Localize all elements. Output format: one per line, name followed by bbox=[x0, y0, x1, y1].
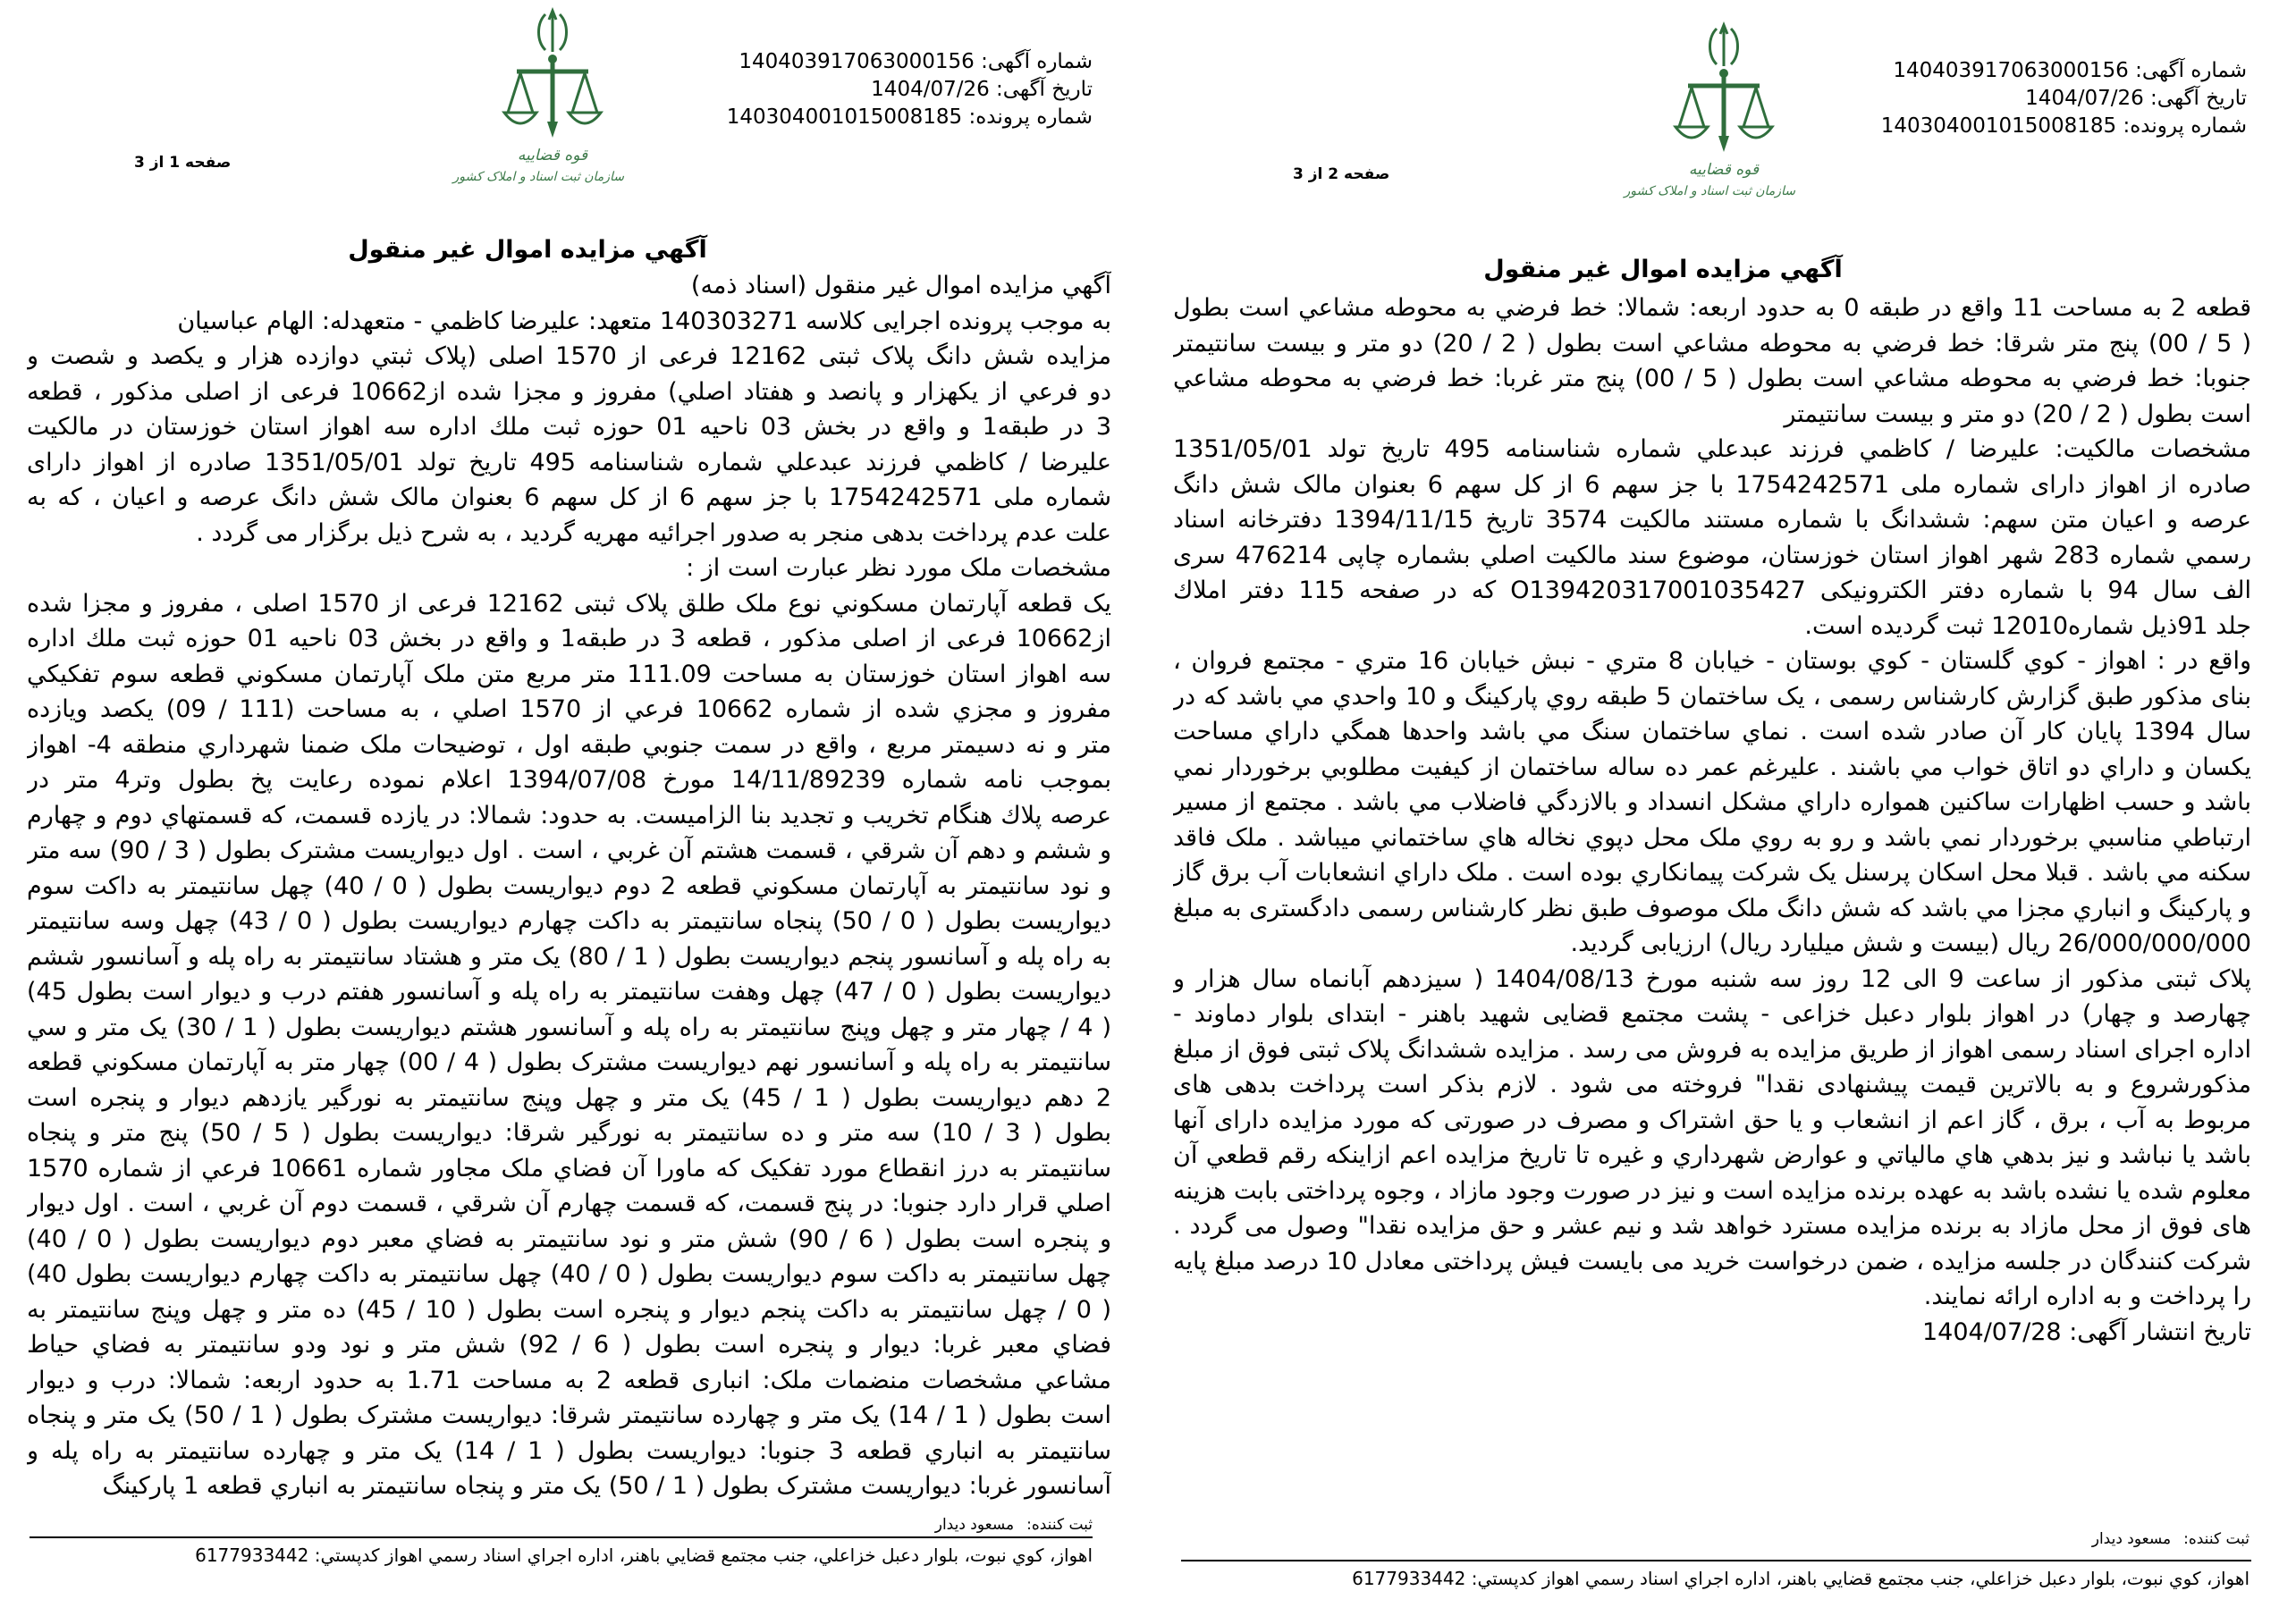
text-line: جنوبا: خط فرضي به محوطه مشاعي است بطول ( 5 / 00) پنج متر غربا: خط فرضي به محوطه مشاعي bbox=[1173, 365, 2251, 392]
case-number: شماره پرونده: 140304001015008185 bbox=[726, 105, 1093, 129]
text-line: 3 در طبقه1 و واقع در بخش 03 ناحيه 01 حوزه ثبت ملك اداره سه اهواز استان خوزستان در مالكيت bbox=[27, 413, 1111, 441]
text-line: عرصه و اعيان متن سهم: ششدانگ با شماره مستند مالكيت 3574 تاريخ 1394/11/15 دفترخانه اسناد bbox=[1173, 506, 2251, 534]
text-line: اصلي قرار دارد جنوبا: در پنج قسمت، كه قسمت چهارم آن شرقي ، قسمت دوم آن غربي ، است . اول ديوار bbox=[27, 1190, 1111, 1217]
footer-divider bbox=[1181, 1560, 2251, 1561]
text-line: علت عدم پرداخت بدهی منجر به صدور اجرائيه مهريه گرديد ، به شرح ذيل برگزار می گردد . bbox=[196, 518, 1111, 547]
office-address: اهواز، كوي نبوت، بلوار دعبل خزاعلي، جنب مجتمع قضايي باهنر، اداره اجراي اسناد رسمي اهواز كدپستي: 6177933442 bbox=[195, 1544, 1093, 1566]
text-line: سكنه مي باشد . قبلا محل اسكان پرسنل يک شركت پيمانكاري بوده است . ملک داراي انشعابات آب برق گاز bbox=[1173, 859, 2251, 887]
page-title: آگهي مزايده اموال غير منقول bbox=[348, 236, 707, 264]
text-line: معلوم شده يا نشده باشد به عهده برنده مزايده است و نيز در صورت وجود مازاد ، وجوه پرداختی بابت هزينه bbox=[1173, 1176, 2251, 1205]
text-line: الف سال 94 با شماره دفتر الكترونيكی O139420317001035427 كه در صفحه 115 دفتر املاك bbox=[1173, 577, 2251, 604]
text-line: ديواريست بطول ( 0 / 50) پنجاه سانتيمتر به داكت چهارم ديواريست بطول ( 0 / 43) چهل وسه سانتيمتر bbox=[27, 907, 1111, 935]
text-line: يک قطعه آپارتمان مسكوني نوع ملک طلق پلاک ثبتی 12162 فرعی از 1570 اصلی ، مفروز و مجزا شده bbox=[27, 589, 1111, 618]
text-line: باشد يا نباشد و نيز بدهي هاي مالياتي و عوارض شهرداري و غيره تا تاريخ مزايده اعم ازاينكه رقم قطعي آن bbox=[1173, 1141, 2251, 1169]
text-line: و ششم و دهم آن شرقي ، قسمت هشتم آن غربي ، است . اول ديواريست مشترک بطول ( 3 / 90) سه متر bbox=[27, 837, 1111, 864]
logo-caption-judiciary: قوه قضاییه bbox=[1688, 161, 1760, 179]
text-line: عليرضا / كاظمي فرزند عبدعلي شماره شناسنامه 495 تاريخ تولد 1351/05/01 صادره از اهواز داراى bbox=[27, 448, 1111, 476]
text-line: پلاک ثبتی مذكور از ساعت 9 الی 12 روز سه شنبه مورخ 1404/08/13 ( سيزدهم آبانماه سال هزار و bbox=[1173, 964, 2251, 993]
registrar-label: ثبت كننده: bbox=[1026, 1516, 1093, 1534]
text-line: های فوق از محل مازاد به برنده مزايده مسترد خواهد شد و نيم عشر و حق مزايده نقدا" وصول می گردد . bbox=[1173, 1212, 2251, 1240]
text-line: جلد 91ذيل شماره12010 ثبت گرديده است. bbox=[1804, 611, 2251, 640]
text-line: شركت كنندگان در جلسه مزايده ، ضمن درخواست خريد می بايست فيش پرداختی معادل 10 درصد مبلغ پايه bbox=[1173, 1247, 2251, 1275]
text-line: بناى مذكور طبق گزارش كارشناس رسمی ، يک ساختمان 5 طبقه روي پاركينگ و 10 واحدي مي باشد كه در bbox=[1173, 682, 2251, 711]
text-line: چهارصد و چهار) در اهواز بلوار دعبل خزاعی - پشت مجتمع قضايی شهيد باهنر - ابتدای بلوار دماوند - bbox=[1173, 1000, 2251, 1028]
notice-info bbox=[1881, 57, 2247, 140]
text-line: سال 1394 پايان كار آن صادر شده است . نماي ساختمان سنگ مي باشد واحدها همگي داراي مساحت bbox=[1173, 718, 2251, 745]
text-line: بطول ( 3 / 10) سه متر و ده سانتيمتر به نورگير شرقا: ديواريست بطول ( 5 / 50) پنج متر و پنجاه bbox=[27, 1119, 1111, 1147]
judiciary-emblem-icon bbox=[452, 7, 624, 200]
text-line: بموجب نامه شماره 14/11/89239 مورخ 1394/07/08 اعلام نموده رعايت پخ بطول وتر4 متر در bbox=[27, 766, 1111, 794]
text-line: ديواريست بطول ( 0 / 47) چهل وهفت سانتيمتر به راه پله و آسانسور هفتم درب و ديوار است بطول 45) bbox=[27, 978, 1111, 1006]
text-line: ( 4 / چهار متر و چهل وپنج سانتيمتر به راه پله و آسانسور هشتم ديواريست بطول ( 1 / 30) يک متر و سي bbox=[27, 1013, 1111, 1041]
text-line: ( 5 / 00) پنج متر شرقا: خط فرضي به محوطه مشاعي است بطول ( 2 / 20) دو متر و بيست سانتيمتر bbox=[1173, 329, 2251, 358]
notice-number: شماره آگهی: 140403917063000156 bbox=[1893, 59, 2247, 82]
registrar bbox=[2092, 1530, 2250, 1548]
text-line: چهل سانتيمتر به داكت سوم ديواريست بطول ( 0 / 40) چهل سانتيمتر به داكت چهارم ديواريست بطول 40) bbox=[27, 1260, 1111, 1288]
text-line: و پنجره است بطول ( 6 / 90) شش متر و نود سانتيمتر به فضاي معبر دوم ديواريست بطول ( 0 / 40) bbox=[27, 1225, 1111, 1253]
text-line: مزايده شش دانگ پلاک ثبتی 12162 فرعی از 1570 اصلی (پلاک ثبتي دوازده هزار و يكصد و شصت و bbox=[27, 342, 1111, 370]
notice-date: تاريخ آگهی: 1404/07/26 bbox=[871, 78, 1093, 101]
text-line: سانتيمتر به راه پله و آسانسور نهم ديواريست مشترک بطول ( 4 / 00) چهار متر به آپارتمان مسكوني قطعه bbox=[27, 1048, 1111, 1076]
text-line: و پاركينگ و انباري مجزا مي باشد كه شش دانگ ملک موصوف طبق نظر كارشناس رسمی دادگستری به مبلغ bbox=[1173, 894, 2251, 922]
notice-body bbox=[27, 268, 1111, 1504]
page-number: صفحه 2 از 3 bbox=[1293, 165, 1390, 183]
text-line: مشخصات ملک مورد نظر عبارت است از : bbox=[686, 554, 1111, 582]
text-line: واقع در : اهواز - كوي گلستان - كوي بوستان - خيابان 8 متري - نبش خيابان 16 متري - مجتمع فروان ، bbox=[1173, 647, 2251, 675]
text-line: سه اهواز استان خوزستان به مساحت 111.09 متر مربع متن ملک آپارتمان مسكوني قطعه سوم تفكيكي bbox=[27, 660, 1111, 688]
text-line: رسمي شماره 283 شهر اهواز استان خوزستان، موضوع سند مالكيت اصلي بشماره چاپی 476214 سری bbox=[1173, 541, 2251, 569]
footer-divider bbox=[30, 1536, 1093, 1538]
text-line: شماره ملی 1754242571 با جز سهم 6 از كل سهم 6 بعنوان مالک شش دانگ عرصه و اعيان ، كه به bbox=[27, 484, 1111, 511]
notice-body bbox=[1173, 290, 2251, 1350]
text-line: آسانسور غربا: ديواريست مشترک بطول ( 1 / 50) يک متر و پنجاه سانتيمتر به انباري قطعه 1 پاركينگ bbox=[102, 1472, 1111, 1500]
registrar-label: ثبت كننده: bbox=[2183, 1530, 2250, 1548]
text-line: باشد و حسب اظهارات ساكنين همواره داراي مشكل انسداد و بالازدگي فاضلاب مي باشد . مجتمع از مسير bbox=[1173, 788, 2251, 816]
text-line: مفروز و مجزي شده از شماره 10662 فرعي از 1570 اصلي ، به مساحت (111 / 09) يكصد ويازده bbox=[27, 695, 1111, 723]
page-title: آگهي مزايده اموال غير منقول bbox=[1483, 256, 1843, 283]
registrar-name: مسعود ديدار bbox=[2091, 1530, 2172, 1548]
office-address: اهواز، كوي نبوت، بلوار دعبل خزاعلي، جنب مجتمع قضايي باهنر، اداره اجراي اسناد رسمي اهواز كدپستي: 6177933442 bbox=[1352, 1568, 2250, 1589]
text-line: است بطول ( 2 / 20) دو متر و بيست سانتيمتر bbox=[1784, 400, 2251, 428]
registrar-name: مسعود ديدار bbox=[934, 1516, 1015, 1534]
judiciary-emblem-icon bbox=[1624, 21, 1795, 215]
text-line: متر و نه دسيمتر مربع ، واقع در سمت جنوبي طبقه اول ، توضيحات ملک ضمنا شهرداري منطقه 4- اهواز bbox=[27, 730, 1111, 759]
text-line: يكسان و داراي دو اتاق خواب مي باشند . عليرغم عمر ده ساله ساختمان از كيفيت مطلوبي برخوردار نمي bbox=[1173, 753, 2251, 781]
text-line: دو فرعي از يكهزار و پانصد و هفتاد اصلي) مفروز و مجزا شده از10662 فرعی از اصلی مذكور ، قطعه bbox=[27, 377, 1111, 406]
text-line: ( 0 / چهل سانتيمتر به داكت پنجم ديوار و پنجره است بطول ( 10 / 45) ده متر و چهل وپنج سانتيمتر به bbox=[27, 1295, 1111, 1324]
notice-number: شماره آگهی: 140403917063000156 bbox=[739, 50, 1093, 73]
text-line: را پرداخت و به اداره ارائه نمايند. bbox=[1923, 1283, 2251, 1310]
page-number: صفحه 1 از 3 bbox=[134, 154, 232, 172]
text-line: 2 دهم ديواريست بطول ( 1 / 45) يک متر و چهل وپنج سانتيمتر به نورگير يازدهم ديوار و پنجره است bbox=[27, 1083, 1111, 1112]
text-line: به راه پله و آسانسور پنجم ديواريست بطول ( 1 / 80) يک متر و هشتاد سانتيمتر به راه پله و آسانسور ششم bbox=[27, 942, 1111, 971]
text-line: مشخصات مالكيت: عليرضا / كاظمي فرزند عبدعلي شماره شناسنامه 495 تاريخ تولد 1351/05/01 bbox=[1173, 435, 2251, 463]
text-line: سانتيمتر به انباري قطعه 3 جنوبا: ديواريست بطول ( 1 / 14) يک متر و چهارده سانتيمتر به راه پله و bbox=[27, 1436, 1111, 1465]
logo-caption-registry: سازمان ثبت اسناد و املاک کشور bbox=[1624, 184, 1795, 198]
case-number: شماره پرونده: 140304001015008185 bbox=[1880, 114, 2247, 138]
text-line: تاريخ انتشار آگهی: 1404/07/28 bbox=[1921, 1317, 2251, 1346]
notice-info bbox=[727, 48, 1093, 131]
text-line: اداره اجرای اسناد رسمی اهواز از طريق مزايده به فروش می رسد . مزايده ششدانگ پلاک ثبتی فوق از مبلغ bbox=[1173, 1035, 2251, 1064]
text-line: آگهي مزايده اموال غير منقول (اسناد ذمه) bbox=[690, 272, 1111, 299]
text-line: و نود سانتيمتر به آپارتمان مسكوني قطعه 2 دوم ديواريست بطول ( 0 / 40) چهل سانتيمتر به داكت سوم bbox=[27, 871, 1111, 900]
logo-caption-judiciary: قوه قضاییه bbox=[517, 147, 588, 164]
text-line: 26/000/000/000 ريال (بيست و شش ميليارد ريال) ارزيابی گرديد. bbox=[1570, 930, 2251, 957]
logo-caption-registry: سازمان ثبت اسناد و املاک کشور bbox=[452, 170, 624, 184]
text-line: به موجب پرونده اجرايی كلاسه 140303271 متعهد: عليرضا كاظمي - متعهدله: الهام عباسيان bbox=[177, 307, 1111, 335]
text-line: است بطول ( 1 / 14) يک متر و چهارده سانتيمتر شرقا: ديواريست مشترک بطول ( 1 / 50) يک متر و پنجاه bbox=[27, 1401, 1111, 1429]
text-line: از10662 فرعی از اصلی مذكور ، قطعه 3 در طبقه1 و واقع در بخش 03 ناحيه 01 حوزه ثبت ملك اداره bbox=[27, 625, 1111, 652]
text-line: ارتباطي مناسبي برخوردار نمي باشد و رو به روي ملک محل دپوي نخاله هاي ساختماني ميباشد . ملک فاقد bbox=[1173, 823, 2251, 852]
text-line: مذكورشروع و به بالاترين قيمت پيشنهادی نقدا" فروخته می شود . لازم بذكر است پرداخت بدهی های bbox=[1173, 1071, 2251, 1098]
registrar bbox=[935, 1516, 1093, 1534]
text-line: مربوط به آب ، برق ، گاز اعم از انشعاب و يا حق اشتراک و مصرف در صورتی كه مورد مزايده دارای آنها bbox=[1173, 1106, 2251, 1134]
text-line: فضاي معبر غربا: ديوار و پنجره است بطول ( 6 / 92) شش متر و نود ودو سانتيمتر به فضاي حياط bbox=[27, 1331, 1111, 1359]
text-line: صادره از اهواز داراى شماره ملى 1754242571 با جز سهم 6 از كل سهم 6 بعنوان مالک شش دانگ bbox=[1173, 470, 2251, 499]
text-line: مشاعي مشخصات منضمات ملک: انباری قطعه 2 به مساحت 1.71 به حدود اربعه: شمالا: درب و ديوار bbox=[27, 1366, 1111, 1394]
text-line: سانتيمتر به درز انقطاع مورد تفكيک كه ماورا آن فضاي ملک مجاور شماره 10661 فرعي از شماره 1570 bbox=[27, 1154, 1111, 1183]
notice-date: تاريخ آگهی: 1404/07/26 bbox=[2025, 87, 2247, 110]
text-line: عرصه پلاك هنگام تخريب و تجديد بنا الزاميست. به حدود: شمالا: در يازده قسمت، كه قسمتهاي دوم و چهارم bbox=[27, 801, 1111, 829]
text-line: قطعه 2 به مساحت 11 واقع در طبقه 0 به حدود اربعه: شمالا: خط فرضي به محوطه مشاعي است بطول bbox=[1173, 294, 2251, 322]
